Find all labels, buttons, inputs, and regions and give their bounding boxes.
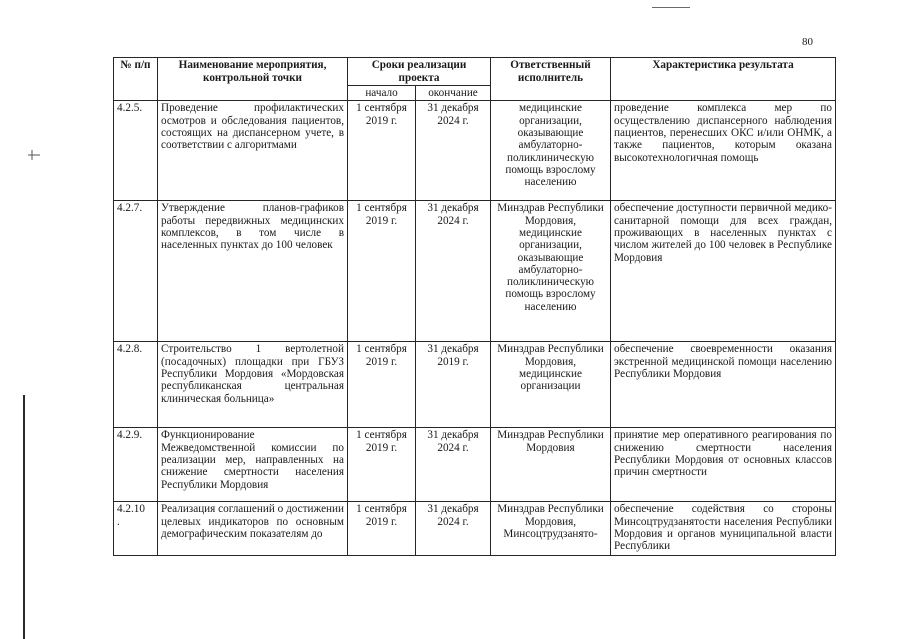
row-responsible: медицинские организации, оказывающие амбулаторно-поликлиническую помощь взрослому населению [491, 101, 611, 201]
scan-edge [23, 395, 25, 639]
scan-mark [652, 7, 690, 8]
row-start: 1 сентября 2019 г. [348, 101, 416, 201]
row-result: обеспечение доступности первичной медико-санитарной помощи для всех граждан, проживающих в населенных пунктах с числом жителей до 100 человек в Республике Мордовия [611, 201, 836, 342]
row-responsible: Минздрав Республики Мордовия, медицинские организации [491, 342, 611, 428]
row-result: обеспечение содействия со стороны Минсоцтрудзанятости населения Республики Мордовия и органов муниципальной власти Республики [611, 502, 836, 556]
row-start: 1 сентября 2019 г. [348, 342, 416, 428]
table-row [114, 428, 836, 502]
activities-table [113, 57, 836, 556]
row-end: 31 декабря 2024 г. [416, 428, 491, 502]
header-name: Наименование мероприятия, контрольной точки [158, 58, 348, 101]
row-start: 1 сентября 2019 г. [348, 201, 416, 342]
row-num: 4.2.8. [114, 342, 158, 428]
row-responsible: Минздрав Республики Мордовия [491, 428, 611, 502]
header-responsible: Ответственный исполнитель [491, 58, 611, 101]
header-period: Сроки реализации проекта [348, 58, 491, 86]
row-name: Проведение профилактических осмотров и обследования пациентов, состоящих на диспансерном учете, в соответствии с алгоритмами [158, 101, 348, 201]
header-end: окончание [416, 85, 491, 101]
row-end: 31 декабря 2024 г. [416, 101, 491, 201]
row-responsible: Минздрав Республики Мордовия, Минсоцтрудзанято- [491, 502, 611, 556]
row-num: 4.2.7. [114, 201, 158, 342]
row-name: Утверждение планов-графиков работы передвижных медицинских комплексов, в том числе в населенных пунктах до 100 человек [158, 201, 348, 342]
table-row [114, 101, 836, 201]
page-number: 80 [802, 36, 813, 48]
row-num: 4.2.10 . [114, 502, 158, 556]
table-row [114, 342, 836, 428]
row-responsible: Минздрав Республики Мордовия, медицинские организации, оказывающие амбулаторно-поликлиническую помощь взрослому населению [491, 201, 611, 342]
row-end: 31 декабря 2024 г. [416, 201, 491, 342]
table-row [114, 201, 836, 342]
row-result: обеспечение своевременности оказания экстренной медицинской помощи населению Республики Мордовия [611, 342, 836, 428]
header-num: № п/п [114, 58, 158, 101]
row-num: 4.2.9. [114, 428, 158, 502]
header-row [114, 58, 836, 86]
margin-mark-icon [28, 150, 40, 160]
row-result: проведение комплекса мер по осуществлению диспансерного наблюдения пациентов, перенесших ОКС и/или ОНМК, а также пациентов, которым оказана высокотехнологичная помощь [611, 101, 836, 201]
row-start: 1 сентября 2019 г. [348, 502, 416, 556]
header-start: начало [348, 85, 416, 101]
row-name: Функционирование Межведомственной комиссии по реализации мер, направленных на снижение смертности населения Республики Мордовия [158, 428, 348, 502]
row-end: 31 декабря 2019 г. [416, 342, 491, 428]
row-end: 31 декабря 2024 г. [416, 502, 491, 556]
row-name: Реализация соглашений о достижении целевых индикаторов по основным демографическим показателям до [158, 502, 348, 556]
table-row [114, 502, 836, 556]
row-num: 4.2.5. [114, 101, 158, 201]
row-result: принятие мер оперативного реагирования по снижению смертности населения Республики Мордовия от основных классов причин смертности [611, 428, 836, 502]
header-result: Характеристика результата [611, 58, 836, 101]
row-name: Строительство 1 вертолетной (посадочных) площадки при ГБУЗ Республики Мордовия «Мордовская республиканская центральная клиническая больница» [158, 342, 348, 428]
row-start: 1 сентября 2019 г. [348, 428, 416, 502]
